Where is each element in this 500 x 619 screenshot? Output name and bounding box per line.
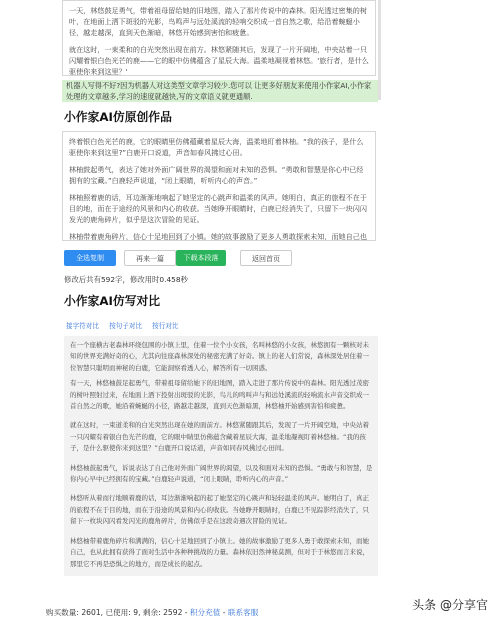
copy-all-button[interactable]: 全选复制 [64, 250, 116, 266]
compare-paragraph: 在一个座横古老森林环绕包围的小镇上里，住着一位个小女孩，名叫林悠的小女孩，林悠拥有一颗核对未知的世界充满好奇的心，尤其向往座森林深处的秘密充满了好奇。镇上的老人们常说，森林深处居住着一位智慧只聪明而神秘的白鹿，它能洞察看透人心，解答所有一切困惑。 [70, 341, 369, 372]
scrollbar[interactable] [378, 0, 381, 100]
compare-paragraph: 林悠柚鼓起勇气，诉说表达了自己他对外面广阔世界的渴望，以及和面对未知的恐惧。“勇敢与和智慧，是你内心早中已经拥有的宝藏。”白鹿轻声说道，“闭上眼睛，聆听内心的声音。” [70, 463, 373, 484]
stats-text: 修改后共有592字，修改用时0.458秒 [64, 275, 188, 284]
previous-text-box [62, 0, 376, 76]
tab-sentence-compare[interactable]: 按句子对比 [109, 322, 143, 330]
regenerate-button[interactable]: 再来一篇 [124, 250, 176, 266]
quota-text: 购买数量: 2601, 已使用: 9, 剩余: 2592 - [46, 608, 190, 617]
tab-char-compare[interactable]: 接字符对比 [66, 322, 99, 330]
rewritten-paragraph: 林柚照着鹿的话，耳边渐渐地响起了她坚定的心跳声和温柔的风声。她明白，真正的旅程不在于目的地，而在于途经的风景和内心的收获。当她睁开眼睛时，白鹿已经消失了，只留下一块闪闪发光的鹿角碎片，似乎是这次冒险的见证。 [69, 193, 367, 224]
rewritten-paragraph: 终着银白色光芒的鹿，它的眼睛里仿佛蕴藏着星辰大海，温柔地盯着林柚。“我的孩子，是什么驱使你来到这里?”白鹿开口说道，声音如春风拂过心田。 [69, 137, 364, 157]
rewritten-paragraph: 林柚带着鹿角碎片，信心十足地回到了小镇。她的故事激励了更多人勇敢探索未知，而她自己也 [69, 232, 367, 241]
previous-paragraph: 就在这时，一束柔和的白光突然出现在前方。林悠紧随其后，发现了一片开阔地，中央站着一只闪耀着银白色光芒的鹿——它的眼中仿佛蕴含了星辰大海。温柔地凝视着林悠。'旅行者，是什么驱使你来到这里？' [69, 45, 369, 76]
rewritten-paragraph: 林柚鼓起勇气，表达了她对外面广阔世界的渴望和面对未知的恐惧。“勇敢和智慧是你心中已经拥有的宝藏。”白鹿轻声说道，“闭上眼睛，听听内心的声音。” [69, 165, 364, 185]
compare-box [64, 336, 378, 576]
watermark: 头条 @分享官 [412, 598, 488, 612]
original-heading: 小作家AI仿原创作品 [64, 110, 172, 124]
compare-tabs [66, 320, 187, 330]
rewritten-text-box[interactable] [62, 131, 376, 241]
compare-heading: 小作家AI仿写对比 [64, 294, 161, 308]
contact-link[interactable]: 联系客服 [227, 608, 259, 617]
recharge-link[interactable]: 积分充值 [189, 608, 221, 617]
info-banner: 机器人写得不好?因为机器人对这类型文章学习较少.您可以 让更多好朋友来使用小作家AI,小作家处理的文章越多,学习的速度就越快,写的文章语义就更通顺. [62, 80, 378, 102]
download-button[interactable]: 下载本段落 [176, 250, 226, 266]
footer [46, 607, 258, 618]
separator: - [220, 608, 228, 617]
compare-paragraph: 林悠柚带着鹿角碎片和满满的，信心十足地回到了小镇上。她的故事激励了更多人勇于敢探索未知，而她自己，也从此拥有获得了面对生活中各种种挑战的力量。森林依旧然神秘莫测，但对于于林悠而言来说，那里它不再是恐惧之的地方，而是成长的起点。 [70, 536, 369, 568]
compare-paragraph: 就在这时，一束道柔和的白光突然出现在她的面前方。林悠紧随跟其后，发现了一片开阔空地，中央站着一只闪耀有着银白色光芒的鹿，它的眼中睛里仿佛蕴含藏着星辰大海，温柔地凝视盯着林悠柚。“我的孩子，是什么驱使你来到这里？”白鹿开口说话道，声音如同春风拂过心田间。 [70, 421, 369, 453]
previous-paragraph: 一天，林悠鼓足勇气，带着祖母留给她的旧地图，踏入了那片传说中的森林。阳光透过密集的树叶，在地面上洒下斑驳的光影，鸟鸣声与远处溪流的轻响交织成一首自然之歌，给沿着蜿蜒小径，越走越深，直到天色渐暗，林悠开始感到害怕和疲惫。 [69, 6, 367, 37]
back-home-button[interactable]: 返回首页 [240, 250, 292, 266]
compare-paragraph: 林悠听从着而行地顺着鹿的话，耳边渐渐响起的起了她坚定的心跳声和轻轻温柔的风声。她明白了，真正的旅程不在于目的地，而在于沿途的风景和内心的收获。当她睁开眼睛时，白鹿已不见踪影经消失了，只留下一枚块闪闪看发闪光的鹿角碎片，仿佛似乎是在这段奇遇次冒险的见证。 [70, 494, 369, 526]
compare-paragraph: 有一天，林悠柚鼓足起勇气，带着祖母留给她下的旧地图，踏入走进了那片传说中的森林。阳光透过茂密的树叶照射过来，在地面上洒下投射出斑驳的光影，鸟儿的鸣叫声与和远处溪流的轻响流水声音交织成一首自然之的歌，她沿着蜿蜒的小径，路越走越深，直到天色渐暗黑，林悠柚开始感到害怕和疲惫。 [70, 379, 369, 411]
tab-line-compare[interactable]: 按行对比 [152, 322, 179, 330]
